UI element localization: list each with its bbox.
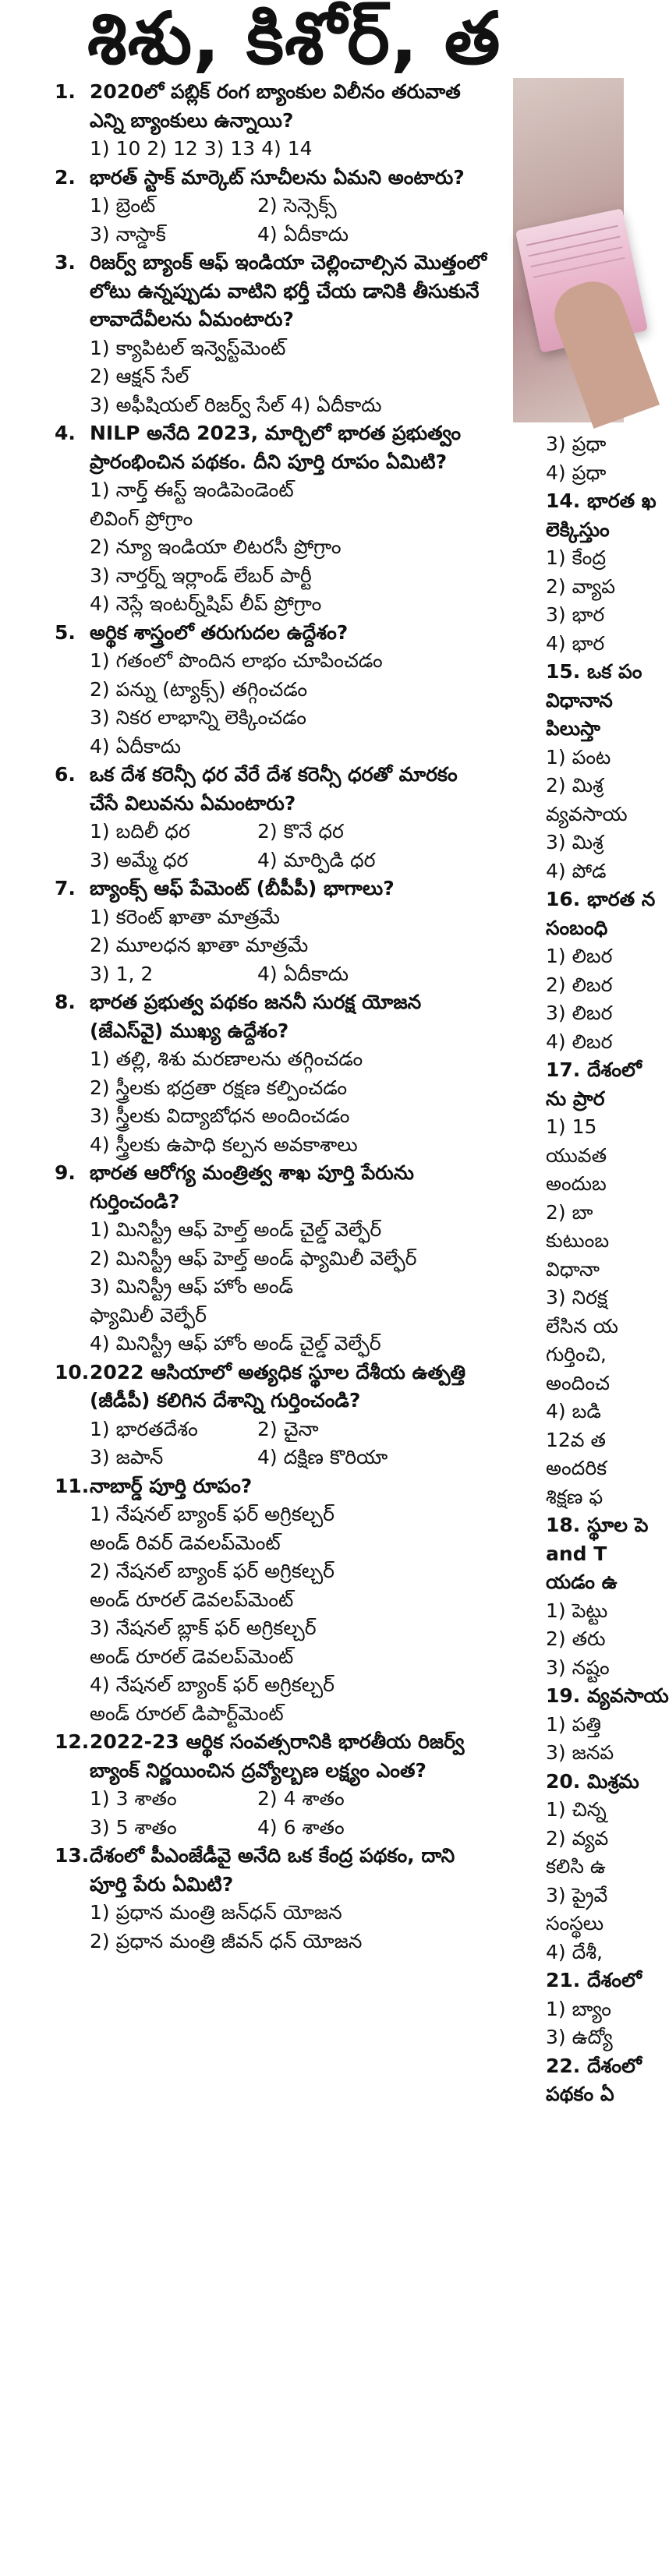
- option-line: అందుబ: [546, 1172, 607, 1195]
- option: 2) నేషనల్ బ్యాంక్ ఫర్ అగ్రికల్చర్: [90, 1560, 334, 1582]
- question-number: 12.: [55, 1730, 90, 1753]
- option: 2) 4 శాతం: [257, 1787, 345, 1810]
- option-line: 1) కేంద్ర: [546, 546, 606, 569]
- option: 4) నెస్లే ఇంటర్న్‌షిప్ లీప్ ప్రోగ్రాం: [90, 592, 322, 615]
- option: 1) క్యాపిటల్ ఇన్వెస్ట్‌మెంట్: [90, 336, 286, 359]
- option: 4) దక్షిణ కొరియా: [257, 1446, 388, 1468]
- question-line: 18. స్థూల పె: [546, 1514, 649, 1536]
- option: 3) 5 శాతం: [90, 1815, 177, 1839]
- option-line: 4) దేశీ,: [546, 1940, 603, 1963]
- option: 2) మూలధన ఖాతా మాత్రమే: [90, 934, 309, 956]
- option: 1) 3 శాతం: [90, 1787, 177, 1810]
- option: 3) జపాన్: [90, 1446, 164, 1468]
- option: 4) 6 శాతం: [257, 1815, 345, 1839]
- question-text: 2022-23 ఆర్థిక సంవత్సరానికి భారతీయ రిజర్వ్ బ్యాంక్ నిర్ణయించిన ద్రవ్యోల్బణ లక్ష్యం ఎంత?: [90, 1730, 465, 1782]
- option: 1) బ్రెంట్: [90, 194, 156, 217]
- question-item: [55, 619, 491, 761]
- option-line: 2) బా: [546, 1200, 593, 1224]
- question-item: [55, 1159, 491, 1359]
- option: అండ్ రివర్ డెవలప్‌మెంట్: [90, 1531, 281, 1554]
- question-item: [55, 875, 491, 988]
- option: 2) ఆక్షన్ సేల్: [90, 365, 189, 387]
- option-line: 1) పెట్టు: [546, 1599, 608, 1622]
- question-line: పిలుస్తా: [546, 717, 600, 740]
- question-line: విధానాన: [546, 688, 613, 712]
- question-number: 3.: [55, 251, 76, 274]
- option: 3) అమ్మే ధర: [90, 848, 189, 871]
- option-line: అందించ: [546, 1371, 611, 1394]
- option: 1) నేషనల్ బ్యాంక్ ఫర్ అగ్రికల్చర్: [90, 1503, 334, 1525]
- option-line: 3) నష్టం: [546, 1655, 610, 1679]
- question-item: [55, 419, 491, 619]
- option-line: 3) జనప: [546, 1741, 614, 1764]
- questions-left-column: [55, 78, 491, 1956]
- page-headline: శిశు, కిశోర్, త: [87, 0, 501, 80]
- question-text: బ్యాంక్స్ ఆఫ్ పేమెంట్ (బీపీపీ) భాగాలు?: [90, 877, 395, 899]
- option: 3) నేషనల్ బ్లాక్ ఫర్ అగ్రికల్చర్: [90, 1617, 317, 1639]
- question-item: [55, 761, 491, 875]
- question-item: [55, 78, 491, 164]
- hand-image: [546, 273, 660, 429]
- option: 3) స్త్రీలకు విద్యాబోధన అందించడం: [90, 1104, 350, 1127]
- option-line: యువత: [546, 1143, 607, 1167]
- question-item: [55, 1842, 491, 1956]
- option-line: వ్యవసాయ: [546, 802, 628, 825]
- option-line: కుటుంబ: [546, 1229, 610, 1252]
- option-line: 1) పత్తి: [546, 1712, 601, 1736]
- option-line: 3) మిశ్ర: [546, 831, 604, 853]
- option: 2) న్యూ ఇండియా లిటరసీ ప్రోగ్రాం: [90, 535, 342, 558]
- option: 3) నాస్డాక్: [90, 222, 166, 246]
- question-number: 11.: [55, 1474, 90, 1497]
- question-line: 22. దేశంలో: [546, 2054, 642, 2077]
- option-line: శిక్షణ ఫ: [546, 1485, 604, 1508]
- question-text: అర్థిక శాస్త్రంలో తరుగుదల ఉద్దేశం?: [90, 620, 349, 644]
- option: 2) కొనే ధర: [257, 820, 344, 843]
- question-number: 9.: [55, 1161, 76, 1184]
- question-number: 4.: [55, 422, 76, 444]
- question-line: 20. మిశ్రమ: [546, 1769, 639, 1793]
- question-options: 1) 10 2) 12 3) 13 4) 14: [90, 137, 313, 160]
- currency-notes-photo: [513, 78, 624, 422]
- option: 1) భారతదేశం: [90, 1417, 198, 1440]
- option-line: 3) ఉద్యో: [546, 2026, 613, 2048]
- option: 3) అఫీషియల్ రిజర్వ్ సేల్ 4) ఏదీకాదు: [90, 393, 382, 416]
- option-line: 1) 15: [546, 1115, 597, 1138]
- option: 3) నార్తర్న్ ఇర్లాండ్ లేబర్ పార్టీ: [90, 564, 312, 587]
- option-line: సంస్థలు: [546, 1912, 604, 1935]
- question-text: NILP అనేది 2023, మార్చిలో భారత ప్రభుత్వం ప్రారంభించిన పథకం. దీని పూర్తి రూపం ఏమిటి?: [90, 422, 462, 473]
- question-line: 14. భారత ఖ: [546, 489, 657, 512]
- option: 2) ప్రధాన మంత్రి జీవన్ ధన్ యోజన: [90, 1929, 363, 1952]
- question-line: పథకం ఏ: [546, 2083, 614, 2105]
- option: 1) కరెంట్ ఖాతా మాత్రమే: [90, 905, 280, 928]
- question-line: 16. భారత న: [546, 888, 656, 910]
- option-line: 2) మిశ్ర: [546, 774, 604, 797]
- question-text: దేశంలో పీఎంజేడీవై అనేది ఒక కేంద్ర పథకం, దాని పూర్తి పేరు ఏమిటి?: [90, 1844, 455, 1896]
- option: లివింగ్ ప్రోగ్రాం: [90, 507, 193, 530]
- question-text: రిజర్వ్ బ్యాంక్ ఆఫ్ ఇండియా చెల్లించాల్సిన మొత్తంలో లోటు ఉన్నప్పుడు వాటిని భర్తీ చేయ డానికి తీసుకునే లావాదేవీలను ఏమంటారు?: [90, 251, 487, 330]
- option: 4) ఏదీకాదు: [90, 734, 182, 758]
- question-item: [55, 988, 491, 1159]
- option-line: 2) తరు: [546, 1627, 606, 1650]
- option: 2) చైనా: [257, 1417, 319, 1440]
- option: 3) మినిస్ట్రీ ఆఫ్ హోం అండ్: [90, 1275, 294, 1298]
- option-line: 1) చిన్న: [546, 1798, 607, 1821]
- question-number: 13.: [55, 1844, 90, 1867]
- option-line: 1) లిబర: [546, 945, 613, 967]
- option-line: 4) బడి: [546, 1400, 601, 1422]
- option-line: 3) ప్రైవే: [546, 1883, 608, 1906]
- option: 4) నేషనల్ బ్యాంక్ ఫర్ అగ్రికల్చర్: [90, 1673, 334, 1696]
- option: 4) మినిస్ట్రీ ఆఫ్ హోం అండ్ చైల్డ్ వెల్ఫేర్: [90, 1332, 381, 1355]
- option-line: 1) పంట: [546, 745, 611, 769]
- option-line: 3) భార: [546, 603, 605, 626]
- question-number: 5.: [55, 620, 76, 644]
- option: అండ్ రూరల్ డెవలప్‌మెంట్: [90, 1645, 294, 1668]
- question-number: 6.: [55, 763, 76, 786]
- option: ఫ్యామిలీ వెల్ఫేర్: [90, 1303, 207, 1327]
- question-number: 7.: [55, 877, 76, 899]
- option-line: 2) వ్యవ: [546, 1826, 609, 1850]
- question-text: భారత ప్రభుత్వ పథకం జననీ సురక్ష యోజన (జేఎస్‌వై) ముఖ్య ఉద్దేశం?: [90, 991, 422, 1042]
- option-line: 4) ప్రధా: [546, 461, 607, 484]
- option-line: 1) బ్యాం: [546, 1997, 611, 2020]
- option-line: 12వ త: [546, 1428, 606, 1451]
- option-line: 3) లిబర: [546, 1002, 613, 1024]
- question-number: 2.: [55, 165, 76, 189]
- option-line: 4) పోడ: [546, 859, 607, 882]
- question-text: 2020లో పబ్లిక్ రంగ బ్యాంకుల విలీనం తరువాత ఎన్ని బ్యాంకులు ఉన్నాయి?: [90, 80, 461, 132]
- option-line: గుర్తించి,: [546, 1343, 607, 1366]
- option: 3) నికర లాభాన్ని లెక్కించడం: [90, 706, 306, 729]
- question-text: భారత్ స్టాక్ మార్కెట్ సూచీలను ఏమని అంటారు?: [90, 165, 465, 189]
- question-line: 17. దేశంలో: [546, 1058, 642, 1081]
- question-item: [55, 1359, 491, 1472]
- question-line: లెక్కిస్తుం: [546, 518, 610, 541]
- option-line: 4) లిబర: [546, 1030, 613, 1053]
- question-line: సంబంధి: [546, 916, 608, 939]
- option: అండ్ రూరల్ డిపార్ట్‌మెంట్: [90, 1701, 284, 1725]
- option: 1) గతంలో పొందిన లాభం చూపించడం: [90, 649, 383, 672]
- option-line: 2) లిబర: [546, 973, 613, 996]
- question-line: 19. వ్యవసాయ: [546, 1684, 669, 1707]
- question-line: యడం ఉ: [546, 1571, 618, 1593]
- question-item: [55, 1472, 491, 1729]
- option-line: విధానా: [546, 1257, 600, 1281]
- question-line: 15. ఒక పం: [546, 660, 642, 683]
- question-text: 2022 ఆసియాలో అత్యధిక స్థూల దేశీయ ఉత్పత్తి (జీడీపీ) కలిగిన దేశాన్ని గుర్తించండి?: [90, 1360, 466, 1412]
- option: 4) స్త్రీలకు ఉపాధి కల్పన అవకాశాలు: [90, 1133, 358, 1156]
- option: 2) మినిస్ట్రీ ఆఫ్ హెల్త్ అండ్ ఫ్యామిలీ వెల్ఫేర్: [90, 1246, 417, 1270]
- question-number: 8.: [55, 991, 76, 1013]
- question-number: 10.: [55, 1360, 90, 1383]
- option: 1) మినిస్ట్రీ ఆఫ్ హెల్త్ అండ్ చైల్డ్ వెల్ఫేర్: [90, 1218, 382, 1241]
- option: అండ్ రూరల్ డెవలప్‌మెంట్: [90, 1588, 294, 1611]
- option: 2) సెన్సెక్స్: [257, 194, 337, 217]
- option: 3) 1, 2: [90, 962, 154, 985]
- question-text: ఒక దేశ కరెన్సీ ధర వేరే దేశ కరెన్సీ ధరతో మారకం చేసే విలువను ఏమంటారు?: [90, 763, 458, 814]
- question-item: [55, 249, 491, 419]
- option: 4) ఏదీకాదు: [257, 962, 349, 985]
- option: 1) నార్త్ ఈస్ట్ ఇండిపెండెంట్: [90, 479, 294, 501]
- option-line: 2) వ్యాప: [546, 574, 616, 598]
- questions-right-column-cropped: [546, 430, 669, 2109]
- question-line: ను ప్రార: [546, 1087, 605, 1110]
- option: 1) బదిలీ ధర: [90, 820, 190, 843]
- question-number: 1.: [55, 80, 76, 103]
- option: 4) మార్పిడి ధర: [257, 848, 376, 871]
- option: 4) ఏదీకాదు: [257, 222, 349, 246]
- option-line: లేసిన య: [546, 1314, 618, 1337]
- question-line: and T: [546, 1542, 607, 1565]
- option-line: కలిసి ఉ: [546, 1855, 606, 1878]
- question-text: నాబార్డ్ పూర్తి రూపం?: [90, 1474, 253, 1497]
- option-line: 4) భార: [546, 631, 605, 655]
- option: 1) తల్లి, శిశు మరణాలను తగ్గించడం: [90, 1048, 363, 1070]
- question-item: [55, 164, 491, 249]
- option-line: 3) ప్రధా: [546, 433, 607, 455]
- question-text: భారత ఆరోగ్య మంత్రిత్వ శాఖ పూర్తి పేరును గుర్తించండి?: [90, 1161, 414, 1213]
- option-line: అందరిక: [546, 1457, 607, 1479]
- option-line: 3) నిరక్ష: [546, 1286, 608, 1309]
- option: 1) ప్రధాన మంత్రి జన్‌ధన్ యోజన: [90, 1901, 342, 1924]
- question-item: [55, 1728, 491, 1842]
- option: 2) స్త్రీలకు భద్రతా రక్షణ కల్పించడం: [90, 1076, 348, 1099]
- option: 2) పన్ను (ట్యాక్స్) తగ్గించడం: [90, 677, 308, 701]
- question-line: 21. దేశంలో: [546, 1969, 642, 1991]
